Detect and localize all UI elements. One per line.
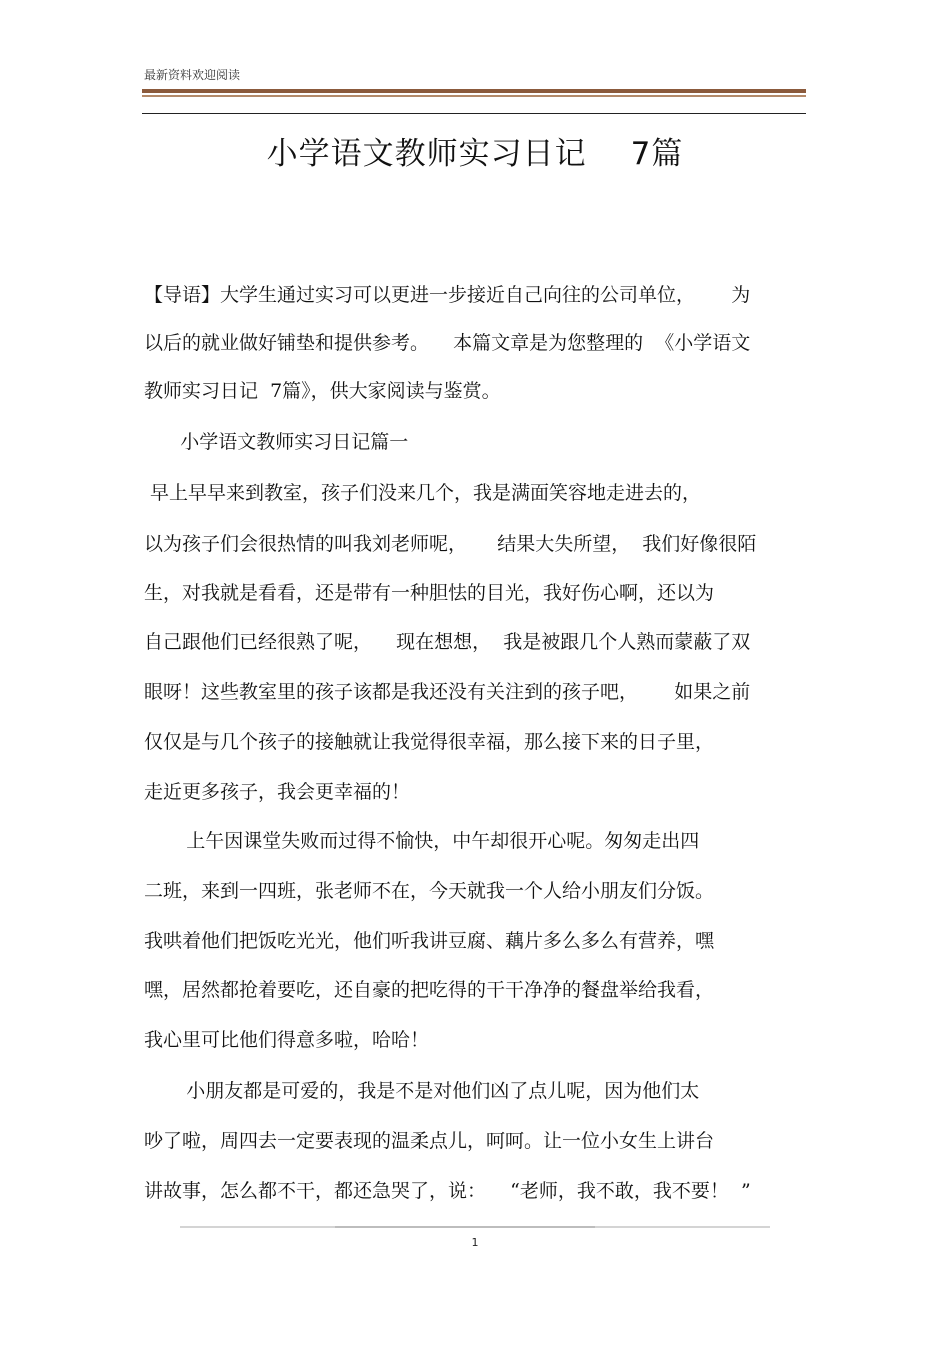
text-line: 嘿，居然都抢着要吃，还自豪的把吃得的干干净净的餐盘举给我看，	[144, 979, 715, 1001]
text-line: 早上早早来到教室，孩子们没来几个，我是满面笑容地走进去的，	[144, 482, 702, 504]
page-number: 1	[471, 1236, 479, 1249]
text-line: 讲故事，怎么都不干，都还急哭了，说： “老师，我不敢，我不要！ ”	[144, 1180, 751, 1202]
text-line: 吵了啦，周四去一定要表现的温柔点儿，呵呵。让一位小女生上讲台	[144, 1130, 715, 1152]
text-line: 我心里可比他们得意多啦，哈哈！	[144, 1029, 430, 1051]
header-rule-thick	[142, 89, 806, 93]
text-line: 仅仅是与几个孩子的接触就让我觉得很幸福，那么接下来的日子里，	[144, 731, 715, 753]
text-line: 走近更多孩子，我会更幸福的！	[144, 781, 411, 803]
title-text: 小学语文教师实习日记	[266, 136, 587, 172]
text-line: 上午因课堂失败而过得不愉快，中午却很开心呢。匆匆走出四	[144, 830, 700, 852]
text-line: 教师实习日记 7篇》，供大家阅读与鉴赏。	[144, 380, 501, 402]
section-heading: 小学语文教师实习日记篇一	[144, 431, 409, 453]
header-rule-thin	[142, 113, 806, 114]
text-line: 自己跟他们已经很熟了呢， 现在想想， 我是被跟几个人熟而蒙蔽了双	[144, 631, 751, 653]
running-header: 最新资料欢迎阅读	[144, 68, 241, 82]
text-line: 以为孩子们会很热情的叫我刘老师呢， 结果大失所望， 我们好像很陌	[144, 533, 757, 555]
text-line: 以后的就业做好铺垫和提供参考。 本篇文章是为您整理的 《小学语文	[144, 332, 751, 354]
text-line: 我哄着他们把饭吃光光，他们听我讲豆腐、藕片多么多么有营养，嘿	[144, 930, 715, 952]
document-title	[0, 128, 950, 173]
title-count: 7篇	[630, 136, 684, 172]
text-line: 眼呀！这些教室里的孩子该都是我还没有关注到的孩子吧， 如果之前	[144, 681, 751, 703]
text-line: 小朋友都是可爱的，我是不是对他们凶了点儿呢，因为他们太	[144, 1080, 700, 1102]
footer-rule-accent	[335, 1226, 595, 1228]
text-line: 【导语】大学生通过实习可以更进一步接近自己向往的公司单位， 为	[144, 284, 751, 306]
text-line: 生，对我就是看看，还是带有一种胆怯的目光，我好伤心啊，还以为	[144, 582, 715, 604]
text-line: 二班，来到一四班，张老师不在，今天就我一个人给小朋友们分饭。	[144, 880, 715, 902]
header-rule-mid	[142, 95, 806, 97]
